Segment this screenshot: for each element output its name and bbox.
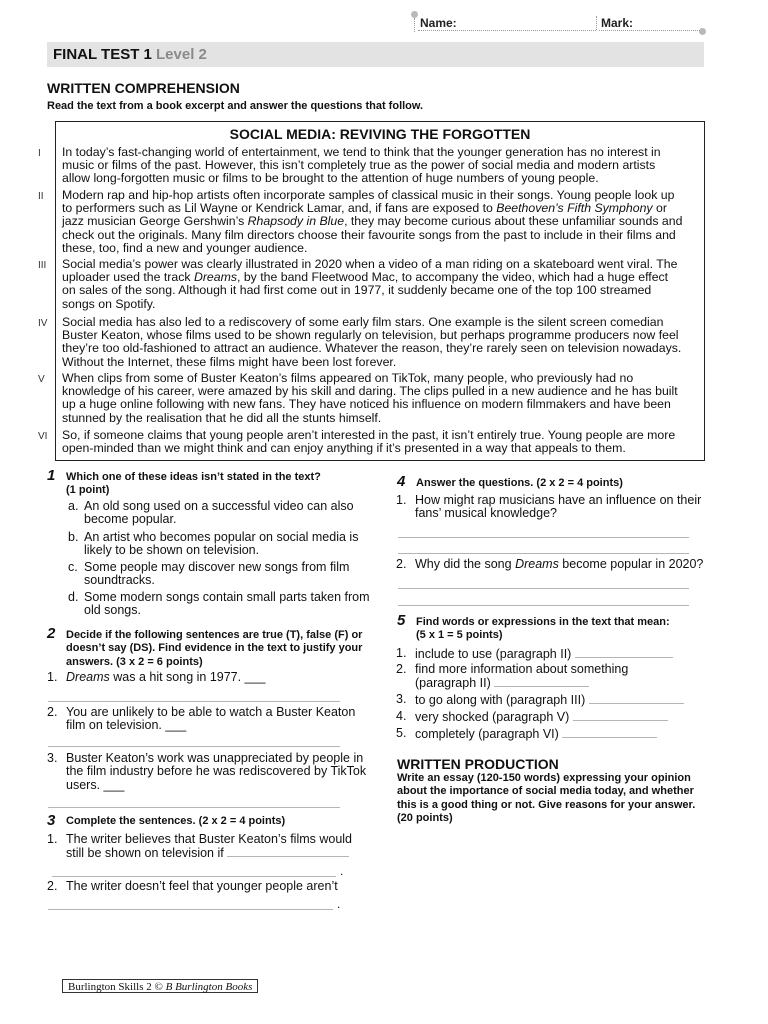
q5-item-4	[396, 709, 668, 724]
item-label: 2.	[396, 662, 407, 676]
end-mark: .	[337, 897, 341, 911]
instruction-line: this is a good thing or not. Give reasons for your answer.	[397, 798, 696, 811]
question-heading-line: Decide if the following sentences are true (T), false (F) or	[66, 629, 363, 641]
q1-option-c[interactable]	[68, 560, 350, 588]
item-text: find more information about something	[415, 662, 629, 676]
item-line: the film industry before he was rediscovered by TikTok	[66, 764, 367, 779]
answer-line[interactable]	[398, 588, 689, 589]
answer-line[interactable]	[398, 605, 689, 606]
para-line: So, if someone claims that young people aren’t interested in the past, it isn’t entirely true. Young people are more	[62, 428, 676, 442]
q2-item-2	[47, 705, 356, 733]
footer-text: Burlington Skills 2 ©	[68, 981, 163, 993]
para-line: they’re too old-fashioned to attract an audience. Whatever the reason, they’re rarely seen on television nowadays.	[62, 341, 682, 356]
name-line	[418, 30, 596, 31]
item-line: Dreams was a hit song in 1977. ___	[66, 670, 266, 684]
para-num: III	[38, 260, 47, 271]
para-line: Buster Keaton, whose films used to be shown regularly on television, but perhaps programme producers now feel	[62, 328, 679, 343]
question-2-number: 2	[47, 625, 56, 642]
para-line: In today’s fast-changing world of entertainment, we tend to think that the younger generation has no interest in	[62, 145, 661, 159]
option-label: d.	[68, 590, 79, 604]
q2-item-3	[47, 751, 367, 792]
q5-item-1	[396, 646, 673, 661]
title-bar	[47, 42, 704, 67]
para-line: these, too, find a new and younger audience.	[62, 240, 308, 255]
question-3-heading: Complete the sentences. (2 x 2 = 4 points)	[66, 815, 286, 827]
item-line: still be shown on television if	[66, 846, 224, 861]
item-line: film on television. ___	[66, 718, 187, 733]
paragraph	[62, 258, 696, 311]
answer-line[interactable]	[398, 553, 689, 554]
question-3-number: 3	[47, 812, 56, 829]
q1-option-d[interactable]	[68, 590, 370, 618]
mark-line	[599, 30, 700, 31]
q4-item-2	[396, 557, 704, 571]
item-text: very shocked (paragraph V)	[415, 710, 570, 724]
item-line: The writer doesn’t feel that younger people aren’t	[66, 879, 338, 893]
q3-item-1	[47, 832, 353, 861]
q1-option-a[interactable]	[68, 499, 354, 527]
item-text: completely (paragraph VI)	[415, 727, 559, 741]
question-5-number: 5	[397, 612, 406, 629]
item-label: 1.	[47, 832, 58, 846]
para-line: songs on Spotify.	[62, 296, 156, 311]
para-num: IV	[38, 318, 48, 329]
question-heading-line: Which one of these ideas isn’t stated in the text?	[66, 471, 321, 483]
answer-line[interactable]	[48, 909, 333, 910]
answer-blank[interactable]	[227, 846, 349, 857]
q5-item-2	[396, 662, 629, 691]
para-line: music or films of the past. However, this isn’t completely true as the power of social media and modern artists	[62, 158, 656, 173]
para-line: Social media has also led to a rediscovery of some early film stars. One example is the silent screen comedian	[62, 315, 664, 329]
paragraph	[62, 372, 696, 425]
header-dot-right	[699, 28, 706, 35]
item-line: How might rap musicians have an influence on their	[415, 493, 702, 507]
publisher-logo: B Burlington Books	[165, 981, 253, 993]
header-mid-dots	[596, 16, 597, 30]
text-title: SOCIAL MEDIA: REVIVING THE FORGOTTEN	[229, 126, 531, 142]
answer-line[interactable]	[48, 746, 340, 747]
header-vertical-dots	[414, 18, 415, 32]
para-line: uploader used the track Dreams, by the band Fleetwood Mac, to accompany the video, which had a huge effect	[62, 270, 669, 285]
q5-item-3	[396, 692, 684, 707]
option-label: b.	[68, 530, 79, 544]
item-label: 2.	[47, 879, 58, 893]
question-4-heading: Answer the questions. (2 x 2 = 4 points)	[416, 477, 623, 489]
option-label: a.	[68, 499, 79, 513]
answer-blank[interactable]	[589, 693, 684, 704]
para-num: V	[38, 374, 45, 385]
para-num: I	[38, 148, 41, 159]
item-label: 2.	[396, 557, 407, 571]
item-label: 1.	[396, 493, 407, 507]
test-title: FINAL TEST 1	[53, 46, 152, 63]
header-dot-left	[411, 11, 418, 18]
question-heading-line: (5 x 1 = 5 points)	[416, 629, 503, 642]
item-line: Buster Keaton’s work was unappreciated by people in	[66, 751, 364, 765]
para-line: allow long-forgotten music or films to be brought to the attention of huge numbers of young people.	[62, 171, 599, 186]
question-1-heading	[66, 471, 321, 498]
footer-copyright	[62, 979, 258, 993]
instruction-line: (20 points)	[397, 811, 453, 824]
item-line: You are unlikely to be able to watch a Buster Keaton	[66, 705, 356, 719]
para-line: check out the originals. Many film directors choose their favourite songs from the past to include in their films and	[62, 227, 676, 242]
q5-item-5	[396, 726, 657, 741]
item-label: 2.	[47, 705, 58, 719]
item-text: to go along with (paragraph III)	[415, 693, 586, 707]
answer-line[interactable]	[48, 807, 340, 808]
item-label: 5.	[396, 726, 407, 740]
production-instruction	[397, 772, 695, 825]
q3-item-2	[47, 879, 338, 893]
para-line: Social media’s power was clearly illustrated in 2020 when a video of a man riding on a skateboard went viral. The	[62, 257, 678, 271]
item-text: (paragraph II)	[415, 676, 491, 691]
paragraph	[62, 316, 696, 369]
para-line: to performers such as Lil Wayne or Kendrick Lamar, and, if fans are exposed to Beethoven’s Fifth Symphony or	[62, 201, 667, 216]
question-4-number: 4	[397, 473, 406, 490]
q4-item-1	[396, 493, 702, 521]
item-label: 4.	[396, 709, 407, 723]
option-line: An artist who becomes popular on social media is	[84, 530, 359, 544]
question-heading-line: answers. (3 x 2 = 6 points)	[66, 655, 203, 668]
para-line: up a huge online following with new fans. They have noticed his influence on modern filmmakers and have been	[62, 397, 671, 412]
item-line: fans’ musical knowledge?	[415, 506, 557, 521]
item-label: 3.	[396, 692, 407, 706]
option-line: Some modern songs contain small parts taken from	[84, 590, 370, 604]
instruction-line: Write an essay (120-150 words) expressing your opinion	[397, 772, 691, 784]
para-line: Without the Internet, these films might have been lost forever.	[62, 354, 397, 369]
answer-blank[interactable]	[575, 647, 673, 658]
production-heading: WRITTEN PRODUCTION	[397, 756, 559, 772]
instruction-line: about the importance of social media today, and whether	[397, 785, 694, 798]
comprehension-heading: WRITTEN COMPREHENSION	[47, 80, 240, 96]
item-label: 3.	[47, 751, 58, 765]
item-line-with-blank	[66, 846, 352, 860]
answer-line[interactable]	[52, 876, 336, 877]
question-heading-line: (1 point)	[66, 484, 110, 497]
q1-option-b[interactable]	[68, 530, 359, 558]
option-line: soundtracks.	[84, 573, 155, 588]
option-line: An old song used on a successful video can also	[84, 499, 354, 513]
name-label: Name:	[420, 16, 457, 30]
para-line: open-minded than we might think and can enjoy anything if it’s presented in a way that appeals to them.	[62, 441, 626, 456]
paragraph	[62, 189, 696, 255]
end-mark: .	[340, 864, 344, 878]
question-heading-line: doesn’t say (DS). Find evidence in the text to justify your	[66, 642, 363, 655]
para-num: VI	[38, 431, 48, 442]
answer-blank[interactable]	[573, 710, 668, 721]
item-line: users. ___	[66, 777, 125, 792]
option-line: become popular.	[84, 512, 177, 527]
option-line: Some people may discover new songs from film	[84, 560, 350, 574]
answer-line[interactable]	[398, 537, 689, 538]
para-line: When clips from some of Buster Keaton’s films appeared on TikTok, many people, who previously had no	[62, 371, 634, 385]
q2-item-1	[47, 670, 266, 684]
para-line: stunned by the realisation that he did all the stunts himself.	[62, 410, 382, 425]
test-level: Level 2	[156, 46, 207, 63]
answer-line[interactable]	[48, 701, 340, 702]
item-line: The writer believes that Buster Keaton’s films would	[66, 832, 353, 846]
question-1-number: 1	[47, 467, 56, 484]
item-label: 1.	[396, 646, 407, 660]
option-line: likely to be shown on television.	[84, 543, 260, 558]
mark-label: Mark:	[601, 16, 634, 30]
item-text: include to use (paragraph II)	[415, 647, 572, 661]
question-5-heading	[416, 616, 670, 643]
comprehension-instruction: Read the text from a book excerpt and answer the questions that follow.	[47, 100, 424, 112]
para-line: on sales of the song. Although it had first come out in 1977, it suddenly became one of the top 100 streamed	[62, 283, 652, 298]
item-label: 1.	[47, 670, 58, 684]
answer-blank[interactable]	[562, 727, 657, 738]
option-line: old songs.	[84, 603, 141, 618]
option-label: c.	[68, 560, 78, 574]
item-line: Why did the song Dreams become popular in 2020?	[415, 557, 704, 571]
para-num: II	[38, 191, 44, 202]
para-line: Modern rap and hip-hop artists often incorporate samples of classical music in their songs. Young people look up	[62, 188, 675, 202]
para-line: jazz musician George Gershwin’s Rhapsody in Blue, they may become curious about these unfamiliar sounds and	[62, 214, 683, 229]
paragraph	[62, 146, 696, 186]
question-heading-line: Find words or expressions in the text that mean:	[416, 616, 670, 628]
answer-blank[interactable]	[494, 676, 589, 687]
question-2-heading	[66, 629, 362, 669]
para-line: knowledge of his career, were amazed by his skill and daring. The clips pulled in a new audience and he has built	[62, 384, 678, 399]
paragraph	[62, 429, 696, 455]
